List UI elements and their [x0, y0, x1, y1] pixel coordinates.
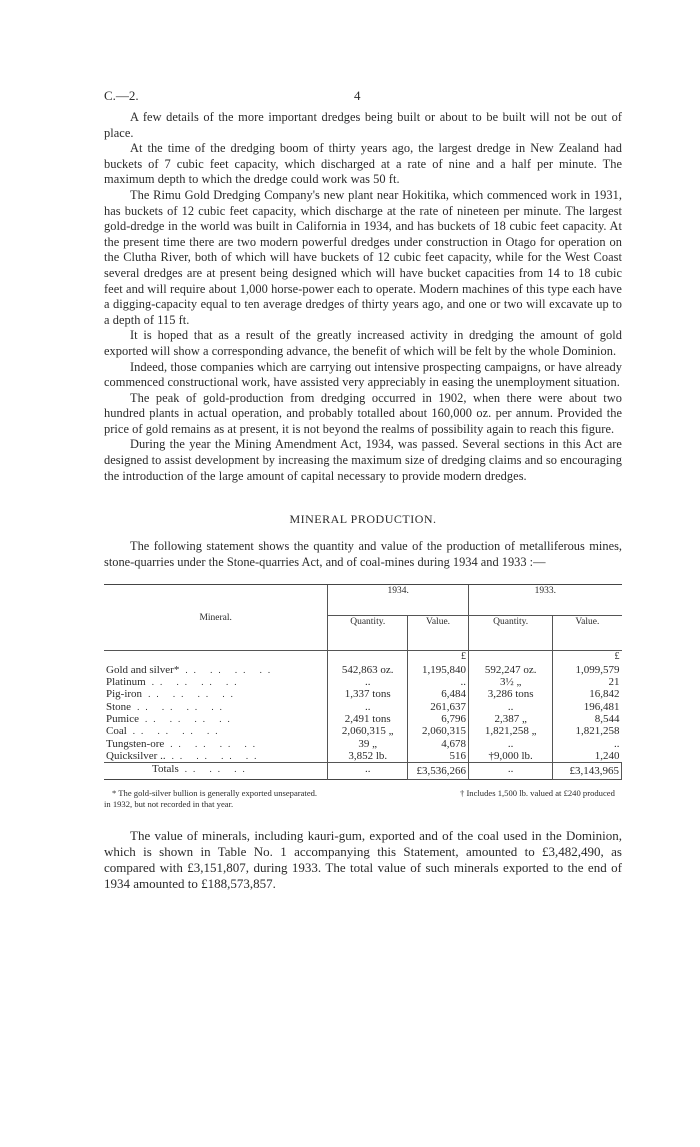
footnote-dagger-continued: in 1932, but not recorded in that year.: [104, 799, 234, 810]
value-1934: 2,060,315: [408, 725, 469, 737]
value-1934: 516: [408, 750, 469, 763]
closing-paragraph: The value of minerals, including kauri-gum, exported and of the coal used in the Dominion, which is shown in Table No. 1 accompanying this Statement, amounted to £3,482,490, as compared with £3,151,807, during 1933. The total value of such minerals exported to the end of 1934 amounted to £188,573,857.: [104, 828, 622, 892]
table-row: Tungsten-ore .. .. .. .. 39 „ 4,678 .. ..: [106, 737, 620, 750]
table-row: Pig-iron .. .. .. .. 1,337 tons 6,484 3,286 tons 16,842: [106, 688, 620, 701]
quantity-1933: 1,821,258 „: [469, 725, 553, 737]
value-1933: 21: [553, 676, 622, 688]
quantity-1933: ..: [469, 738, 553, 750]
footnote-dagger: † Includes 1,500 lb. valued at £240 produced: [460, 788, 615, 799]
column-header-value: Value.: [408, 616, 469, 651]
value-1933: 196,481: [553, 701, 622, 713]
totals-quantity-1934: ..: [328, 763, 408, 780]
paragraph: It is hoped that as a result of the greatly increased activity in dredging the amount of gold exported will show a corresponding advance, the benefit of which will be felt by the whole Dominion.: [104, 328, 622, 358]
mineral-name: Coal: [106, 725, 127, 738]
quantity-1934: 542,863 oz.: [328, 664, 408, 676]
paragraph: A few details of the more important dredges being built or about to be built will not be out of place.: [104, 110, 622, 140]
table-intro: The following statement shows the quantity and value of the production of metalliferous mines, stone-quarries under the Stone-quarries Act, and of coal-mines during 1934 and 1933 :—: [104, 539, 622, 569]
document-reference: C.—2.: [104, 88, 139, 103]
quantity-1933: 3½ „: [469, 676, 553, 688]
column-header-value: Value.: [553, 616, 622, 651]
paragraph: The Rimu Gold Dredging Company's new plant near Hokitika, which commenced work in 1931, has buckets of 12 cubic feet capacity, which discharge at the rate of nineteen per minute. The largest gold-dredge in the world was built in California in 1934, and has buckets of 18 cubic feet capacity. At the present time there are two modern powerful dredges under construction in Otago for operation on the Clutha River, both of which will have buckets of 12 cubic feet capacity, while for the West Coast several dredges are at present being designed which will have bucket capacities from 14 to 18 cubic feet and will require about 1,000 horse-power each to operate. Modern machines of this type each have a digging-capacity equal to ten average dredges of thirty years ago, and one or two will excavate up to a depth of 115 ft.: [104, 187, 622, 327]
quantity-1934: ..: [328, 676, 408, 688]
currency-label: £: [408, 651, 469, 664]
value-1933: 8,544: [553, 713, 622, 725]
totals-label: Totals: [152, 763, 179, 776]
mineral-name: Stone: [106, 700, 132, 713]
mineral-name: Pig-iron: [106, 688, 143, 701]
table-row: Quicksilver .. .. .. .. .. 3,852 lb. 516 †9,000 lb. 1,240: [106, 749, 620, 762]
table-row: Pumice .. .. .. .. 2,491 tons 6,796 2,387 „ 8,544: [106, 712, 620, 725]
value-1933: 1,821,258: [553, 725, 622, 737]
totals-row: Totals .. .. .. .. £3,536,266 .. £3,143,965: [104, 763, 622, 780]
paragraph: The peak of gold-production from dredging occurred in 1902, when there were about two hundred plants in actual operation, and probably totalled about 160,000 oz. per annum. Provided the price of gold remains as at present, it is not beyond the realms of possibility again to reach this figure.: [104, 390, 622, 436]
value-1933: 1,240: [553, 750, 622, 763]
mineral-name: Pumice: [106, 712, 139, 725]
quantity-1933: 3,286 tons: [469, 688, 553, 700]
column-header-1934: 1934.: [328, 585, 469, 616]
footnote-star: * The gold-silver bullion is generally exported unseparated.: [112, 788, 318, 799]
totals-value-1934: £3,536,266: [408, 763, 469, 780]
quantity-1934: 3,852 lb.: [328, 750, 408, 763]
mineral-name: Platinum: [106, 676, 146, 689]
page-header: [104, 88, 622, 110]
value-1933: 16,842: [553, 688, 622, 700]
value-1933: ..: [553, 738, 622, 750]
mineral-production-table: [104, 584, 622, 780]
paragraph: Indeed, those companies which are carrying out intensive prospecting campaigns, or have already commenced constructional work, have assisted very appreciably in easing the unemployment situation.: [104, 359, 622, 390]
table-row: Coal .. .. .. .. 2,060,315 „ 2,060,315 1,821,258 „ 1,821,258: [106, 725, 620, 738]
value-1934: 4,678: [408, 738, 469, 750]
quantity-1933: ..: [469, 701, 553, 713]
mineral-name: Gold and silver*: [106, 663, 180, 676]
table-row: Platinum .. .. .. .. .. .. 3½ „ 21: [106, 676, 620, 689]
quantity-1934: 2,060,315 „: [328, 725, 408, 737]
quantity-1934: 39 „: [328, 738, 408, 750]
totals-quantity-1933: ..: [469, 763, 553, 780]
mineral-name: Tungsten-ore: [106, 737, 165, 750]
value-1934: 6,796: [408, 713, 469, 725]
quantity-1934: ..: [328, 701, 408, 713]
value-1934: 1,195,840: [408, 664, 469, 676]
mineral-name: Quicksilver ..: [106, 749, 166, 762]
column-header-1933: 1933.: [469, 585, 622, 616]
value-1933: 1,099,579: [553, 664, 622, 676]
column-header-quantity: Quantity.: [469, 616, 553, 651]
paragraph: At the time of the dredging boom of thirty years ago, the largest dredge in New Zealand had buckets of 7 cubic feet capacity, which discharged at a rate of nine and a half per minute. The maximum depth to which the dredge could work was 50 ft.: [104, 141, 622, 187]
value-1934: 6,484: [408, 688, 469, 700]
column-header-quantity: Quantity.: [328, 616, 408, 651]
quantity-1934: 2,491 tons: [328, 713, 408, 725]
paragraph: During the year the Mining Amendment Act, 1934, was passed. Several sections in this Act are designed to assist development by increasing the maximum size of dredging claims and so encouraging the introduction of the large amount of capital necessary to provide modern dredges.: [104, 437, 622, 483]
value-1934: 261,637: [408, 701, 469, 713]
table-row: Gold and silver* .. .. .. .. 542,863 oz. 1,195,840 592,247 oz. 1,099,579: [106, 663, 620, 676]
totals-value-1933: £3,143,965: [553, 763, 622, 780]
page-number: 4: [354, 88, 361, 103]
section-title: MINERAL PRODUCTION.: [289, 512, 437, 527]
dredging-text: [104, 110, 622, 484]
value-1934: ..: [408, 676, 469, 688]
quantity-1933: †9,000 lb.: [469, 750, 553, 763]
currency-label: £: [553, 651, 622, 664]
quantity-1933: 592,247 oz.: [469, 664, 553, 676]
table-footnotes: [104, 788, 622, 814]
column-header-mineral: Mineral.: [104, 585, 328, 651]
quantity-1934: 1,337 tons: [328, 688, 408, 700]
document-page: [104, 88, 622, 905]
table-row: Stone .. .. .. .. .. 261,637 .. 196,481: [106, 700, 620, 713]
quantity-1933: 2,387 „: [469, 713, 553, 725]
